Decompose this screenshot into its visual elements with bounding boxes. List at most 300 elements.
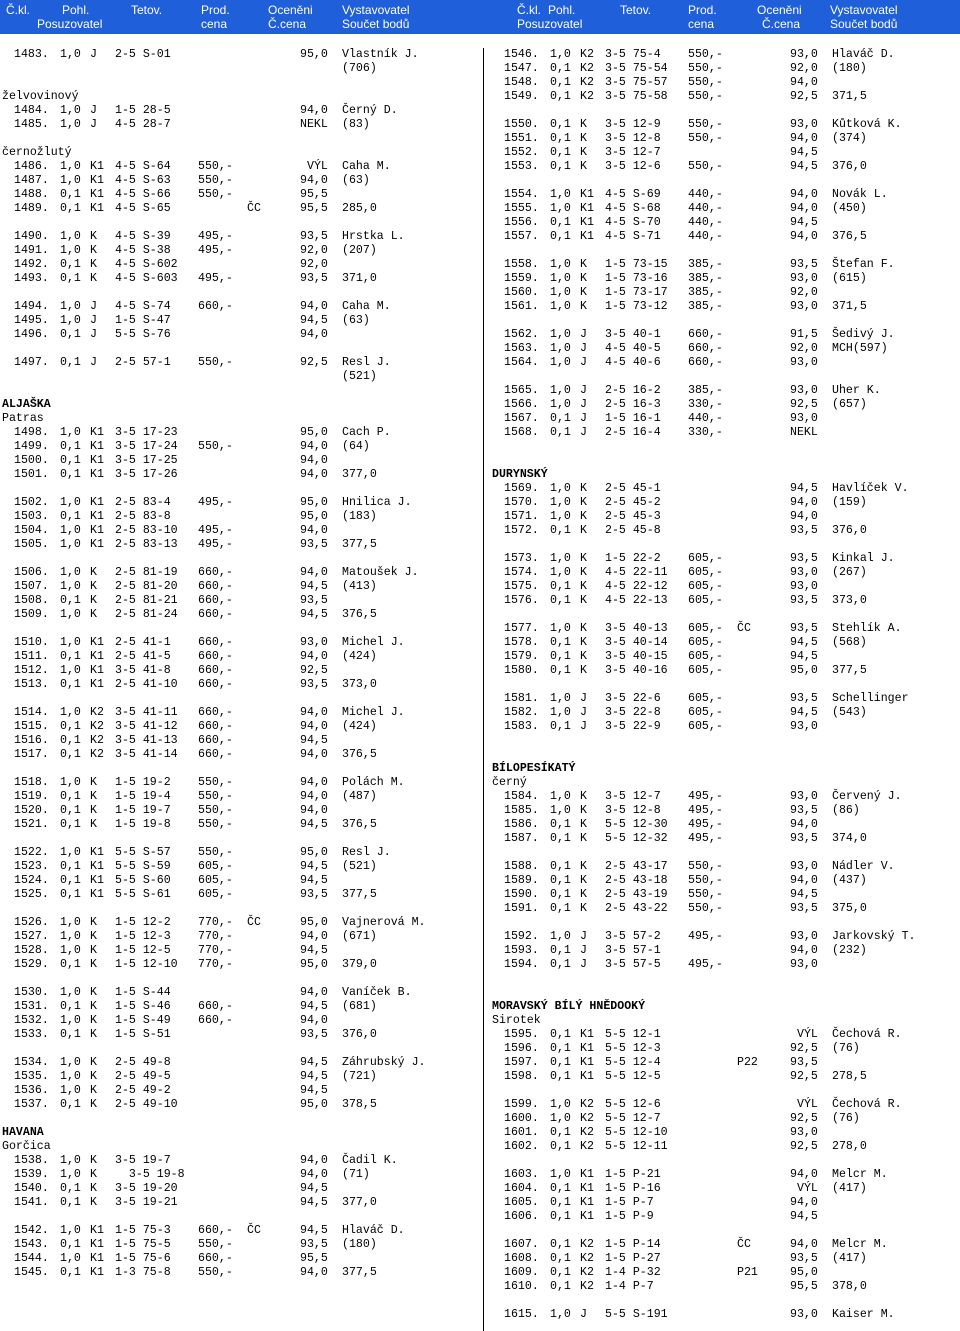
heading-text: želvovinový xyxy=(2,90,79,103)
result-row xyxy=(492,888,958,902)
sex-cell: 1,0 xyxy=(60,1084,81,1097)
cat-no-cell: 1572. xyxy=(504,524,539,537)
cat-no-cell: 1565. xyxy=(504,384,539,397)
sex-cell: 1,0 xyxy=(60,1070,81,1083)
price-cell: 605,- xyxy=(688,706,723,719)
rating-cell: 92,5 xyxy=(790,90,818,103)
sex-cell: 1,0 xyxy=(550,482,571,495)
rating-cell: NEKL xyxy=(790,426,818,439)
rating-cell: 93,0 xyxy=(790,412,818,425)
class-cell: K xyxy=(580,118,587,131)
sex-cell: 1,0 xyxy=(60,48,81,61)
class-cell: K xyxy=(580,650,587,663)
sex-cell: 0,1 xyxy=(550,524,571,537)
exhibitor-cell: Vlastník J. xyxy=(342,48,419,61)
rating-cell: 93,0 xyxy=(790,790,818,803)
exhibitor-cell: Michel J. xyxy=(342,706,405,719)
rating-cell: 93,5 xyxy=(300,538,328,551)
class-cell: K1 xyxy=(580,1182,594,1195)
price-cell: 495,- xyxy=(198,524,233,537)
cat-no-cell: 1566. xyxy=(504,398,539,411)
rating-cell: 92,0 xyxy=(790,286,818,299)
result-row xyxy=(2,1000,478,1014)
rating-cell: 95,5 xyxy=(300,1252,328,1265)
tattoo-cell: 3-5 40-14 xyxy=(605,636,668,649)
price-cell: 330,- xyxy=(688,398,723,411)
exhibitor-cell: (706) xyxy=(342,62,377,75)
cat-no-cell: 1554. xyxy=(504,188,539,201)
cat-no-cell: 1514. xyxy=(14,706,49,719)
cat-no-cell: 1605. xyxy=(504,1196,539,1209)
class-cell: K1 xyxy=(90,468,104,481)
price-cell: 660,- xyxy=(198,580,233,593)
class-cell: K1 xyxy=(90,524,104,537)
blank-line xyxy=(2,552,478,566)
rating-cell: 93,5 xyxy=(300,1028,328,1041)
tattoo-cell: 4-5 S-63 xyxy=(115,174,171,187)
rating-cell: 94,0 xyxy=(300,720,328,733)
rating-cell: 94,0 xyxy=(300,790,328,803)
sex-cell: 0,1 xyxy=(60,874,81,887)
rating-cell: 94,5 xyxy=(790,650,818,663)
exhibitor-cell: Matoušek J. xyxy=(342,566,419,579)
section-heading xyxy=(492,1000,958,1014)
rating-cell: 93,0 xyxy=(790,930,818,943)
sex-cell: 0,1 xyxy=(60,734,81,747)
cat-no-cell: 1492. xyxy=(14,258,49,271)
cat-no-cell: 1497. xyxy=(14,356,49,369)
cat-no-cell: 1547. xyxy=(504,62,539,75)
class-cell: K xyxy=(580,790,587,803)
result-row xyxy=(2,580,478,594)
result-row xyxy=(2,818,478,832)
cat-no-cell: 1585. xyxy=(504,804,539,817)
award-cell: ČC xyxy=(737,1238,751,1251)
rating-cell: 94,5 xyxy=(790,482,818,495)
rating-cell: VÝL xyxy=(797,1098,818,1111)
result-row xyxy=(492,1056,958,1070)
result-row xyxy=(492,818,958,832)
rating-cell: 94,5 xyxy=(790,1210,818,1223)
exhibitor-cell: 377,0 xyxy=(342,1196,377,1209)
class-cell: K1 xyxy=(90,678,104,691)
sex-cell: 0,1 xyxy=(60,1028,81,1041)
rating-cell: 94,5 xyxy=(300,944,328,957)
rating-cell: 95,5 xyxy=(790,1280,818,1293)
sex-cell: 1,0 xyxy=(60,1252,81,1265)
price-cell: 495,- xyxy=(688,832,723,845)
sex-cell: 0,1 xyxy=(550,426,571,439)
sex-cell: 0,1 xyxy=(550,1210,571,1223)
tattoo-cell: 2-5 81-24 xyxy=(115,608,178,621)
price-cell: 440,- xyxy=(688,216,723,229)
tattoo-cell: 2-5 41-5 xyxy=(115,650,171,663)
sex-cell: 1,0 xyxy=(550,706,571,719)
tattoo-cell: 2-5 49-5 xyxy=(115,1070,171,1083)
result-row xyxy=(492,706,958,720)
rating-cell: 94,5 xyxy=(300,1070,328,1083)
class-cell: K1 xyxy=(90,160,104,173)
exhibitor-cell: Černý D. xyxy=(342,104,398,117)
sex-cell: 0,1 xyxy=(60,804,81,817)
price-cell: 605,- xyxy=(688,650,723,663)
price-cell: 550,- xyxy=(198,1266,233,1279)
tattoo-cell: 4-5 S-66 xyxy=(115,188,171,201)
blank-line xyxy=(492,972,958,986)
class-cell: K xyxy=(90,944,97,957)
sex-cell: 0,1 xyxy=(550,958,571,971)
cat-no-cell: 1524. xyxy=(14,874,49,887)
sex-cell: 1,0 xyxy=(550,328,571,341)
tattoo-cell: 3-5 22-9 xyxy=(605,720,661,733)
section-heading xyxy=(492,776,958,790)
tattoo-cell: 3-5 17-25 xyxy=(115,454,178,467)
header-sex-label: Pohl. xyxy=(62,3,90,17)
rating-cell: 95,0 xyxy=(790,664,818,677)
cat-no-cell: 1494. xyxy=(14,300,49,313)
result-row xyxy=(492,1098,958,1112)
tattoo-cell: 1-5 P-7 xyxy=(605,1196,654,1209)
result-row xyxy=(2,300,478,314)
tattoo-cell: 2-5 49-2 xyxy=(115,1084,171,1097)
sex-cell: 1,0 xyxy=(60,930,81,943)
tattoo-cell: 1-5 12-5 xyxy=(115,944,171,957)
blank-line xyxy=(2,132,478,146)
exhibitor-cell: (180) xyxy=(342,1238,377,1251)
tattoo-cell: 5-5 12-5 xyxy=(605,1070,661,1083)
sex-cell: 0,1 xyxy=(60,748,81,761)
result-row xyxy=(492,412,958,426)
cat-no-cell: 1510. xyxy=(14,636,49,649)
class-cell: K1 xyxy=(580,1028,594,1041)
exhibitor-cell: (450) xyxy=(832,202,867,215)
section-heading xyxy=(2,398,478,412)
class-cell: K xyxy=(90,580,97,593)
rating-cell: 93,0 xyxy=(790,48,818,61)
price-cell: 550,- xyxy=(198,776,233,789)
result-row xyxy=(2,930,478,944)
rating-cell: 94,0 xyxy=(300,104,328,117)
result-row xyxy=(2,1084,478,1098)
result-row xyxy=(492,1238,958,1252)
section-heading xyxy=(492,762,958,776)
sex-cell: 0,1 xyxy=(60,860,81,873)
blank-line xyxy=(2,1112,478,1126)
price-cell: 660,- xyxy=(198,1000,233,1013)
sex-cell: 0,1 xyxy=(550,1056,571,1069)
class-cell: K1 xyxy=(90,538,104,551)
tattoo-cell: 4-5 S-71 xyxy=(605,230,661,243)
result-row xyxy=(2,860,478,874)
sex-cell: 1,0 xyxy=(60,706,81,719)
tattoo-cell: 4-5 S-65 xyxy=(115,202,171,215)
result-row xyxy=(2,188,478,202)
class-cell: K1 xyxy=(580,1042,594,1055)
class-cell: K2 xyxy=(580,48,594,61)
column-header-bar xyxy=(0,0,960,34)
tattoo-cell: 3-5 12-8 xyxy=(605,804,661,817)
exhibitor-cell: Šedivý J. xyxy=(832,328,895,341)
price-cell: 550,- xyxy=(198,174,233,187)
heading-text: Sirotek xyxy=(492,1014,541,1027)
rating-cell: 94,5 xyxy=(300,580,328,593)
rating-cell: 94,0 xyxy=(300,454,328,467)
class-cell: K xyxy=(580,594,587,607)
cat-no-cell: 1487. xyxy=(14,174,49,187)
blank-line xyxy=(2,1042,478,1056)
class-cell: K1 xyxy=(580,1196,594,1209)
result-row xyxy=(492,622,958,636)
header-rating-label-2: Oceněni xyxy=(757,3,802,17)
price-cell: 550,- xyxy=(688,888,723,901)
rating-cell: 92,0 xyxy=(300,258,328,271)
sex-cell: 0,1 xyxy=(60,1266,81,1279)
section-heading xyxy=(2,1140,478,1154)
price-cell: 550,- xyxy=(688,76,723,89)
exhibitor-cell: 377,5 xyxy=(342,888,377,901)
cat-no-cell: 1536. xyxy=(14,1084,49,1097)
result-row xyxy=(492,902,958,916)
class-cell: K xyxy=(90,272,97,285)
sex-cell: 0,1 xyxy=(550,1238,571,1251)
result-row xyxy=(492,384,958,398)
rating-cell: 94,5 xyxy=(790,888,818,901)
sex-cell: 1,0 xyxy=(60,916,81,929)
sex-cell: 1,0 xyxy=(60,426,81,439)
exhibitor-cell: (83) xyxy=(342,118,370,131)
class-cell: J xyxy=(90,300,97,313)
tattoo-cell: 1-5 12-2 xyxy=(115,916,171,929)
result-row xyxy=(2,888,478,902)
rating-cell: 95,0 xyxy=(300,916,328,929)
rating-cell: 95,0 xyxy=(300,958,328,971)
tattoo-cell: 1-5 P-27 xyxy=(605,1252,661,1265)
cat-no-cell: 1552. xyxy=(504,146,539,159)
sex-cell: 1,0 xyxy=(550,1098,571,1111)
sex-cell: 0,1 xyxy=(60,958,81,971)
class-cell: K2 xyxy=(580,1112,594,1125)
cat-no-cell: 1522. xyxy=(14,846,49,859)
sex-cell: 0,1 xyxy=(60,272,81,285)
tattoo-cell: 5-5 12-7 xyxy=(605,1112,661,1125)
sex-cell: 0,1 xyxy=(550,160,571,173)
blank-line xyxy=(2,902,478,916)
exhibitor-cell: (681) xyxy=(342,1000,377,1013)
exhibitor-cell: (374) xyxy=(832,132,867,145)
exhibitor-cell: Havlíček V. xyxy=(832,482,909,495)
section-heading xyxy=(2,1126,478,1140)
rating-cell: 94,5 xyxy=(300,1056,328,1069)
header-judge-label-2: Posuzovatel xyxy=(517,17,583,31)
cat-no-cell: 1563. xyxy=(504,342,539,355)
class-cell: K xyxy=(580,902,587,915)
class-cell: K xyxy=(580,622,587,635)
sex-cell: 0,1 xyxy=(550,594,571,607)
cat-no-cell: 1495. xyxy=(14,314,49,327)
blank-line xyxy=(492,244,958,258)
tattoo-cell: 3-5 12-6 xyxy=(605,160,661,173)
class-cell: J xyxy=(580,328,587,341)
tattoo-cell: 4-5 S-74 xyxy=(115,300,171,313)
result-row xyxy=(2,174,478,188)
result-row xyxy=(2,426,478,440)
tattoo-cell: 4-5 40-5 xyxy=(605,342,661,355)
class-cell: K2 xyxy=(580,1266,594,1279)
rating-cell: 95,0 xyxy=(300,496,328,509)
tattoo-cell: 2-5 43-18 xyxy=(605,874,668,887)
header-price-label: cena xyxy=(201,17,228,31)
class-cell: K2 xyxy=(580,76,594,89)
tattoo-cell: 1-5 19-7 xyxy=(115,804,171,817)
class-cell: K1 xyxy=(90,1266,104,1279)
cat-no-cell: 1529. xyxy=(14,958,49,971)
result-row xyxy=(492,874,958,888)
tattoo-cell: 1-5 75-5 xyxy=(115,1238,171,1251)
cat-no-cell: 1540. xyxy=(14,1182,49,1195)
cat-no-cell: 1539. xyxy=(14,1168,49,1181)
cat-no-cell: 1573. xyxy=(504,552,539,565)
sex-cell: 1,0 xyxy=(550,258,571,271)
exhibitor-cell: Caha M. xyxy=(342,300,391,313)
exhibitor-cell: (721) xyxy=(342,1070,377,1083)
class-cell: J xyxy=(580,958,587,971)
cat-no-cell: 1530. xyxy=(14,986,49,999)
tattoo-cell: 3-5 40-16 xyxy=(605,664,668,677)
result-row xyxy=(2,62,478,76)
cat-no-cell: 1562. xyxy=(504,328,539,341)
price-cell: 550,- xyxy=(198,188,233,201)
sex-cell: 0,1 xyxy=(550,1252,571,1265)
sex-cell: 0,1 xyxy=(60,650,81,663)
class-cell: K1 xyxy=(580,216,594,229)
result-row xyxy=(2,1056,478,1070)
class-cell: K xyxy=(90,258,97,271)
exhibitor-cell: 376,0 xyxy=(832,160,867,173)
cat-no-cell: 1599. xyxy=(504,1098,539,1111)
tattoo-cell: 2-5 57-1 xyxy=(115,356,171,369)
cat-no-cell: 1559. xyxy=(504,272,539,285)
class-cell: J xyxy=(580,342,587,355)
rating-cell: 94,0 xyxy=(790,496,818,509)
class-cell: K2 xyxy=(580,1252,594,1265)
exhibitor-cell: (63) xyxy=(342,174,370,187)
blank-line xyxy=(492,608,958,622)
result-row xyxy=(492,258,958,272)
tattoo-cell: 1-5 75-6 xyxy=(115,1252,171,1265)
cat-no-cell: 1558. xyxy=(504,258,539,271)
rating-cell: 94,0 xyxy=(300,650,328,663)
sex-cell: 0,1 xyxy=(60,1196,81,1209)
cat-no-cell: 1555. xyxy=(504,202,539,215)
class-cell: K xyxy=(580,888,587,901)
class-cell: K xyxy=(90,1182,97,1195)
rating-cell: 92,0 xyxy=(790,342,818,355)
price-cell: 605,- xyxy=(198,874,233,887)
exhibitor-cell: (232) xyxy=(832,944,867,957)
price-cell: 550,- xyxy=(198,804,233,817)
sex-cell: 1,0 xyxy=(60,496,81,509)
rating-cell: 95,0 xyxy=(300,1098,328,1111)
result-row xyxy=(492,804,958,818)
price-cell: 550,- xyxy=(688,90,723,103)
result-row xyxy=(492,1266,958,1280)
result-row xyxy=(2,874,478,888)
rating-cell: 93,5 xyxy=(300,594,328,607)
tattoo-cell: 1-5 73-17 xyxy=(605,286,668,299)
sex-cell: 1,0 xyxy=(550,790,571,803)
exhibitor-cell: Kůtková K. xyxy=(832,118,902,131)
exhibitor-cell: Cach P. xyxy=(342,426,391,439)
column-divider xyxy=(483,48,484,1331)
exhibitor-cell: Vajnerová M. xyxy=(342,916,426,929)
rating-cell: 94,5 xyxy=(300,734,328,747)
cat-no-cell: 1603. xyxy=(504,1168,539,1181)
sex-cell: 0,1 xyxy=(60,1182,81,1195)
cat-no-cell: 1488. xyxy=(14,188,49,201)
cat-no-cell: 1570. xyxy=(504,496,539,509)
exhibitor-cell: Čechová R. xyxy=(832,1028,902,1041)
cat-no-cell: 1512. xyxy=(14,664,49,677)
sex-cell: 1,0 xyxy=(550,496,571,509)
class-cell: K1 xyxy=(90,510,104,523)
tattoo-cell: 1-5 19-4 xyxy=(115,790,171,803)
sex-cell: 1,0 xyxy=(60,524,81,537)
exhibitor-cell: 285,0 xyxy=(342,202,377,215)
class-cell: K xyxy=(580,860,587,873)
rating-cell: 93,0 xyxy=(790,860,818,873)
sex-cell: 0,1 xyxy=(60,1238,81,1251)
sex-cell: 1,0 xyxy=(550,202,571,215)
result-row xyxy=(492,1028,958,1042)
exhibitor-cell: 373,0 xyxy=(832,594,867,607)
tattoo-cell: 1-5 73-15 xyxy=(605,258,668,271)
result-row xyxy=(2,1154,478,1168)
exhibitor-cell: 376,0 xyxy=(832,524,867,537)
result-row xyxy=(2,272,478,286)
rating-cell: 93,5 xyxy=(300,678,328,691)
cat-no-cell: 1531. xyxy=(14,1000,49,1013)
class-cell: K xyxy=(580,636,587,649)
exhibitor-cell: Uher K. xyxy=(832,384,881,397)
class-cell: K1 xyxy=(90,888,104,901)
rating-cell: VÝL xyxy=(797,1028,818,1041)
heading-text: černý xyxy=(492,776,527,789)
class-cell: K xyxy=(580,300,587,313)
tattoo-cell: 3-5 75-54 xyxy=(605,62,668,75)
exhibitor-cell: (180) xyxy=(832,62,867,75)
tattoo-cell: 2-5 83-4 xyxy=(115,496,171,509)
sex-cell: 0,1 xyxy=(550,1070,571,1083)
class-cell: K2 xyxy=(90,748,104,761)
exhibitor-cell: (159) xyxy=(832,496,867,509)
cat-no-cell: 1571. xyxy=(504,510,539,523)
result-row xyxy=(2,944,478,958)
cat-no-cell: 1581. xyxy=(504,692,539,705)
exhibitor-cell: (671) xyxy=(342,930,377,943)
price-cell: 495,- xyxy=(688,958,723,971)
result-row xyxy=(2,678,478,692)
tattoo-cell: 3-5 57-2 xyxy=(605,930,661,943)
class-cell: K xyxy=(90,1154,97,1167)
result-row xyxy=(492,118,958,132)
blank-line xyxy=(492,538,958,552)
sex-cell: 1,0 xyxy=(550,300,571,313)
sex-cell: 0,1 xyxy=(60,790,81,803)
tattoo-cell: 4-5 22-12 xyxy=(605,580,668,593)
exhibitor-cell: (437) xyxy=(832,874,867,887)
cat-no-cell: 1583. xyxy=(504,720,539,733)
cat-no-cell: 1505. xyxy=(14,538,49,551)
